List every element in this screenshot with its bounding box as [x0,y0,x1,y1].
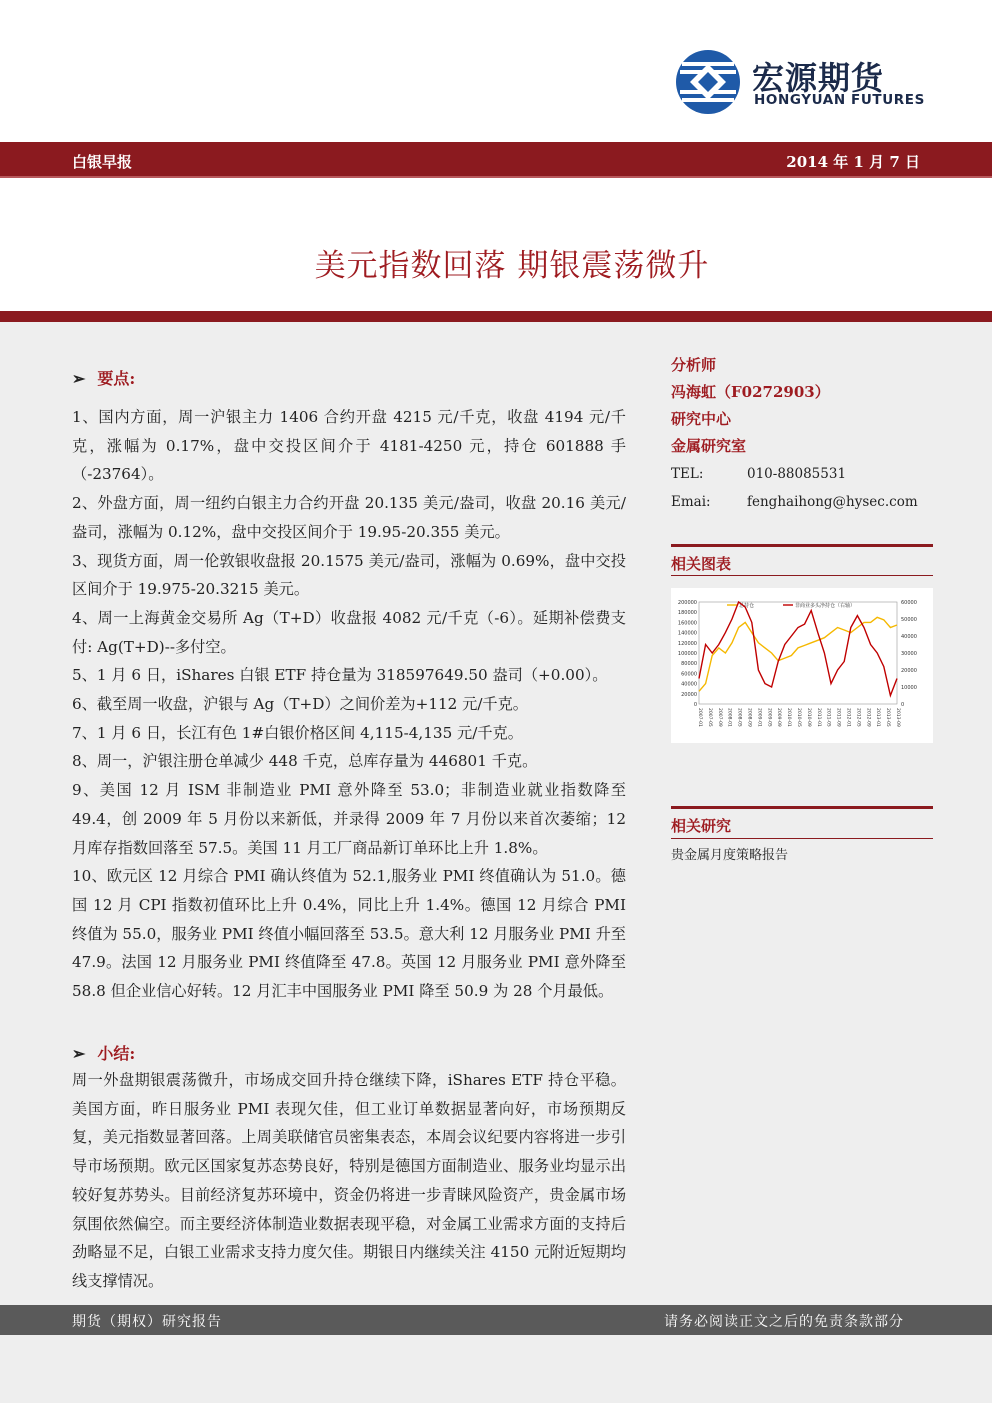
point-item: 2、外盘方面，周一纽约白银主力合约开盘 20.135 美元/盎司，收盘 20.16 美元/盎司，涨幅为 0.12%，盘中交投区间介于 19.95-20.355 美元。 [72,494,626,541]
point-item: 9、美国 12 月 ISM 非制造业 PMI 意外降至 53.0；非制造业就业指数降至 49.4，创 2009 年 5 月份以来新低，并录得 2009 年 7 月份以来首次萎缩；12 月库存指数回落至 57.5。美国 11 月工厂商品新订单环比上升 1.8%。 [72,781,626,857]
y-right-tick-label: 50000 [901,617,917,623]
x-tick-label: 2013-01 [875,708,881,727]
point-item: 6、截至周一收盘，沪银与 Ag（T+D）之间价差为+112 元/千克。 [72,695,528,714]
y-left-tick-label: 80000 [681,661,697,668]
x-tick-label: 2010-05 [796,708,801,727]
x-tick-label: 2009-05 [766,708,772,727]
x-tick-label: 2013-05 [885,708,891,727]
point-item: 1、国内方面，周一沪银主力 1406 合约开盘 4215 元/千克，收盘 4194 元/千克，涨幅为 0.17%，盘中交投区间介于 4181-4250 元，持仓 601888 手（-23764）。 [72,408,626,484]
x-tick-label: 2011-05 [825,708,831,727]
analyst-dept: 研究中心 [671,410,732,428]
point-item: 4、周一上海黄金交易所 Ag（T+D）收盘报 4082 元/千克（-6）。延期补偿费支付: Ag(T+D)--多付空。 [72,608,626,656]
logo-subtext: HONGYUAN FUTURES [754,92,925,108]
x-tick-label: 2007-05 [706,708,712,727]
tel-value: 010-88085531 [747,466,847,482]
y-left-tick-label: 200000 [677,600,697,606]
y-right-tick-label: 60000 [901,600,917,606]
arrow-icon: ➢ [72,369,86,388]
points-heading [72,366,135,389]
chart-section-label: 相关图表 [671,555,732,573]
y-right-tick-label: 10000 [901,685,917,691]
y-left-tick-label: 120000 [677,640,697,647]
logo-icon [676,50,740,114]
doc-date: 2014 年 1 月 7 日 [786,153,920,171]
y-right-tick-label: 40000 [901,634,917,640]
points-list [72,403,626,1006]
doc-type: 白银早报 [72,153,133,171]
y-left-tick-label: 40000 [681,681,697,688]
point-item: 5、1 月 6 日，iShares 白银 ETF 持仓量为 318597649.50 盎司（+0.00）。 [72,666,608,685]
x-tick-label: 2008-05 [736,708,742,727]
x-tick-label: 2009-09 [776,708,782,727]
x-tick-label: 2012-01 [845,708,851,727]
x-tick-label: 2010-01 [786,708,792,727]
holdings-chart [671,588,933,743]
x-tick-label: 2013-09 [895,708,900,727]
x-tick-label: 2011-01 [815,708,821,727]
section-bar [671,806,933,809]
email-value[interactable]: fenghaihong@hysec.com [747,494,918,510]
email-label: Emai: [671,494,711,510]
arrow-icon: ➢ [72,1044,86,1063]
analyst-team: 金属研究室 [671,437,747,455]
x-tick-label: 2010-09 [805,708,811,727]
x-tick-label: 2009-01 [756,708,762,727]
x-tick-label: 2008-01 [726,708,732,727]
x-tick-label: 2012-05 [855,708,861,727]
logo-text: 宏源期货 [752,59,885,97]
summary-heading-label: 小结: [97,1044,136,1063]
summary-paragraph: 周一外盘期银震荡微升，市场成交回升持仓继续下降，iShares ETF 持仓平稳。美国方面，昨日服务业 PMI 表现欠佳，但工业订单数据显著向好，市场预期反复，美元指数显著回落。上周美联储官员密集表态，本周会议纪要内容将进一步引导市场预期。欧元区国家复苏态势良好，特别是德国方面制造业、服务业均显示出较好复苏势头。目前经济复苏环境中，资金仍将进一步青睐风险资产，贵金属市场氛围依然偏空。而主要经济体制造业数据表现平稳，对金属工业需求方面的支持后劲略显不足，白银工业需求支持力度欠佳。期银日内继续关注 4150 元附近短期均线支撑情况。 [72,1071,626,1290]
y-right-tick-label: 0 [901,702,905,708]
related-research-link[interactable]: 贵金属月度策略报告 [671,848,789,863]
y-left-tick-label: 100000 [677,651,697,657]
chart-svg [671,588,933,743]
y-left-tick-label: 160000 [677,620,697,627]
section-bar [671,544,933,547]
footer-right-text: 请务必阅读正文之后的免责条款部分 [664,1314,904,1330]
tel-label: TEL: [671,466,704,482]
analyst-label: 分析师 [671,356,717,374]
summary-heading [72,1041,135,1064]
y-right-tick-label: 20000 [901,668,917,674]
analyst-block [671,352,830,460]
x-tick-label: 2011-09 [835,708,841,727]
y-right-tick-label: 30000 [901,651,917,657]
legend-label: 总持仓 [739,603,755,609]
contact-tel [671,466,846,482]
legend-label: 非商业多头净持仓（右轴） [795,603,856,609]
y-left-tick-label: 20000 [681,691,697,698]
plot-area [699,602,897,704]
analyst-name: 冯海虹（F0272903） [671,383,830,401]
x-tick-label: 2012-09 [865,708,871,727]
y-left-tick-label: 0 [693,702,697,708]
footer-left-text: 期货（期权）研究报告 [72,1314,222,1330]
x-tick-label: 2007-09 [716,708,722,727]
point-item: 10、欧元区 12 月综合 PMI 确认终值为 52.1,服务业 PMI 终值确认为 51.0。德国 12 月 CPI 指数初值环比上升 0.4%，同比上升 1.4%。德国 12 月综合 PMI 终值为 55.0，服务业 PMI 终值小幅回落至 53.5。意大利 12 月服务业 PMI 升至 47.9。法国 12 月服务业 PMI 终值降至 47.8。英国 12 月服务业 PMI 意外降至 58.8 但企业信心好转。12 月汇丰中国服务业 PMI 降至 50.9 为 28 个月最低。 [72,867,626,1001]
y-left-tick-label: 140000 [677,630,697,637]
point-item: 8、周一，沪银注册仓单减少 448 千克，总库存量为 446801 千克。 [72,752,538,771]
point-item: 7、1 月 6 日，长江有色 1#白银价格区间 4,115-4,135 元/千克。 [72,723,523,742]
research-section-label: 相关研究 [671,817,732,835]
title-divider [0,311,992,322]
x-tick-label: 2008-09 [746,708,752,727]
section-underline [671,575,933,576]
contact-email [671,494,918,510]
x-tick-label: 2007-01 [697,708,702,727]
summary-text [72,1066,626,1296]
point-item: 3、现货方面，周一伦敦银收盘报 20.1575 美元/盎司，涨幅为 0.69%，盘中交投区间介于 19.975-20.3215 美元。 [72,551,626,599]
y-left-tick-label: 180000 [677,610,697,617]
y-left-tick-label: 60000 [681,671,697,678]
points-heading-label: 要点: [97,369,136,388]
page-title: 美元指数回落 期银震荡微升 [314,248,710,284]
section-underline [671,838,933,839]
